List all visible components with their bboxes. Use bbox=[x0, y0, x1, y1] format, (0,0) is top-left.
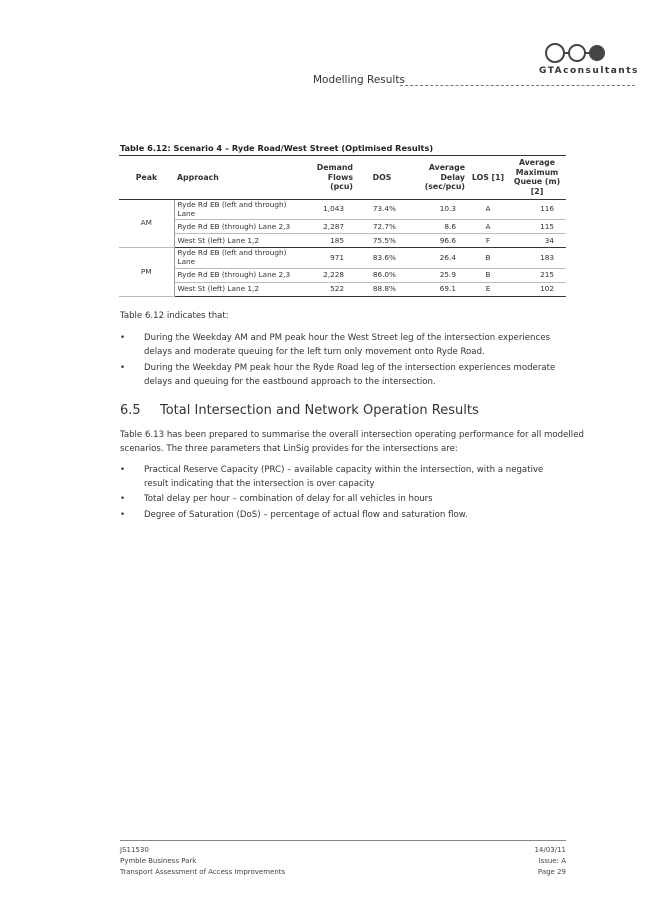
queue-cell: 115 bbox=[508, 220, 566, 234]
bullet-icon: • bbox=[120, 510, 126, 520]
footer-left bbox=[120, 845, 285, 878]
results-table bbox=[119, 155, 566, 297]
footer-project: Pymble Business Park bbox=[120, 857, 197, 865]
header-divider bbox=[400, 85, 635, 86]
los-cell: A bbox=[468, 199, 508, 220]
dos-cell: 86.0% bbox=[356, 268, 408, 282]
queue-cell: 183 bbox=[508, 248, 566, 269]
flows-cell: 971 bbox=[304, 248, 356, 269]
body-paragraph bbox=[120, 428, 584, 456]
bullet-line: delays and queuing for the eastbound approach to the intersection. bbox=[144, 377, 436, 387]
column-header: DOS bbox=[356, 156, 408, 200]
queue-cell: 215 bbox=[508, 268, 566, 282]
delay-cell: 69.1 bbox=[408, 282, 468, 296]
intro-paragraph: Table 6.12 indicates that: bbox=[120, 311, 229, 321]
dos-cell: 72.7% bbox=[356, 220, 408, 234]
table-row bbox=[119, 282, 566, 296]
bullet-line: result indicating that the intersection is over capacity bbox=[144, 479, 375, 489]
approach-cell: Ryde Rd EB (through) Lane 2,3 bbox=[174, 268, 304, 282]
column-header: Demand Flows (pcu) bbox=[304, 156, 356, 200]
paragraph-line: scenarios. The three parameters that LinSig provides for the intersections are: bbox=[120, 444, 458, 454]
footer-page: Page 29 bbox=[537, 868, 566, 876]
bullet-icon: • bbox=[120, 494, 126, 504]
flows-cell: 522 bbox=[304, 282, 356, 296]
table-row bbox=[119, 248, 566, 269]
list-item bbox=[120, 331, 550, 359]
paragraph-line: Table 6.13 has been prepared to summarise the overall intersection operating performance for all modelled bbox=[120, 430, 584, 440]
section-title: Total Intersection and Network Operation Results bbox=[160, 403, 479, 418]
dos-cell: 75.5% bbox=[356, 234, 408, 248]
los-cell: F bbox=[468, 234, 508, 248]
bullet-line: During the Weekday AM and PM peak hour the West Street leg of the intersection experiences bbox=[144, 333, 550, 343]
flows-cell: 185 bbox=[304, 234, 356, 248]
queue-cell: 34 bbox=[508, 234, 566, 248]
bullet-line: Practical Reserve Capacity (PRC) – available capacity within the intersection, with a negative bbox=[144, 465, 544, 475]
footer-divider bbox=[120, 840, 566, 841]
table-header-row bbox=[119, 156, 566, 200]
section-number: 6.5 bbox=[120, 403, 141, 418]
column-header: Average Maximum Queue (m) [2] bbox=[508, 156, 566, 200]
approach-cell: West St (left) Lane 1,2 bbox=[174, 234, 304, 248]
footer-doc: Transport Assessment of Access Improvements bbox=[120, 868, 286, 876]
logo-circles-icon bbox=[544, 42, 609, 64]
footer-date: 14/03/11 bbox=[534, 846, 566, 854]
list-item bbox=[120, 492, 433, 506]
delay-cell: 10.3 bbox=[408, 199, 468, 220]
bullet-line: delays and moderate queuing for the left turn only movement onto Ryde Road. bbox=[144, 347, 485, 357]
bullet-icon: • bbox=[120, 333, 126, 343]
queue-cell: 102 bbox=[508, 282, 566, 296]
logo-text: GTAconsultants bbox=[539, 66, 639, 76]
approach-cell: Ryde Rd EB (left and through) Lane bbox=[174, 248, 304, 269]
footer-right bbox=[535, 845, 566, 878]
delay-cell: 96.6 bbox=[408, 234, 468, 248]
column-header: Average Delay (sec/pcu) bbox=[408, 156, 468, 200]
peak-cell: PM bbox=[119, 248, 174, 297]
approach-cell: West St (left) Lane 1,2 bbox=[174, 282, 304, 296]
table-row bbox=[119, 220, 566, 234]
flows-cell: 1,043 bbox=[304, 199, 356, 220]
section-heading bbox=[120, 403, 479, 418]
footer-issue: Issue: A bbox=[538, 857, 566, 865]
delay-cell: 26.4 bbox=[408, 248, 468, 269]
column-header: Approach bbox=[174, 156, 304, 200]
company-logo bbox=[539, 42, 639, 82]
bullet-line: Degree of Saturation (DoS) – percentage of actual flow and saturation flow. bbox=[144, 510, 468, 520]
los-cell: E bbox=[468, 282, 508, 296]
dos-cell: 83.6% bbox=[356, 248, 408, 269]
list-item bbox=[120, 508, 468, 522]
column-header: Peak bbox=[119, 156, 174, 200]
table-caption: Table 6.12: Scenario 4 – Ryde Road/West Street (Optimised Results) bbox=[120, 143, 434, 153]
flows-cell: 2,287 bbox=[304, 220, 356, 234]
table-row bbox=[119, 234, 566, 248]
column-header: LOS [1] bbox=[468, 156, 508, 200]
delay-cell: 8.6 bbox=[408, 220, 468, 234]
table-row bbox=[119, 268, 566, 282]
bullet-icon: • bbox=[120, 465, 126, 475]
bullet-line: During the Weekday PM peak hour the Ryde Road leg of the intersection experiences moderate bbox=[144, 363, 556, 373]
bullet-icon: • bbox=[120, 363, 126, 373]
los-cell: B bbox=[468, 268, 508, 282]
header-section-title: Modelling Results bbox=[313, 74, 405, 86]
footer-ref: JS11530 bbox=[120, 846, 149, 854]
table-row bbox=[119, 199, 566, 220]
dos-cell: 73.4% bbox=[356, 199, 408, 220]
queue-cell: 116 bbox=[508, 199, 566, 220]
approach-cell: Ryde Rd EB (through) Lane 2,3 bbox=[174, 220, 304, 234]
delay-cell: 25.9 bbox=[408, 268, 468, 282]
approach-cell: Ryde Rd EB (left and through) Lane bbox=[174, 199, 304, 220]
list-item bbox=[120, 463, 544, 491]
los-cell: B bbox=[468, 248, 508, 269]
list-item bbox=[120, 361, 556, 389]
peak-cell: AM bbox=[119, 199, 174, 248]
flows-cell: 2,228 bbox=[304, 268, 356, 282]
bullet-line: Total delay per hour – combination of delay for all vehicles in hours bbox=[144, 494, 433, 504]
los-cell: A bbox=[468, 220, 508, 234]
dos-cell: 88.8% bbox=[356, 282, 408, 296]
